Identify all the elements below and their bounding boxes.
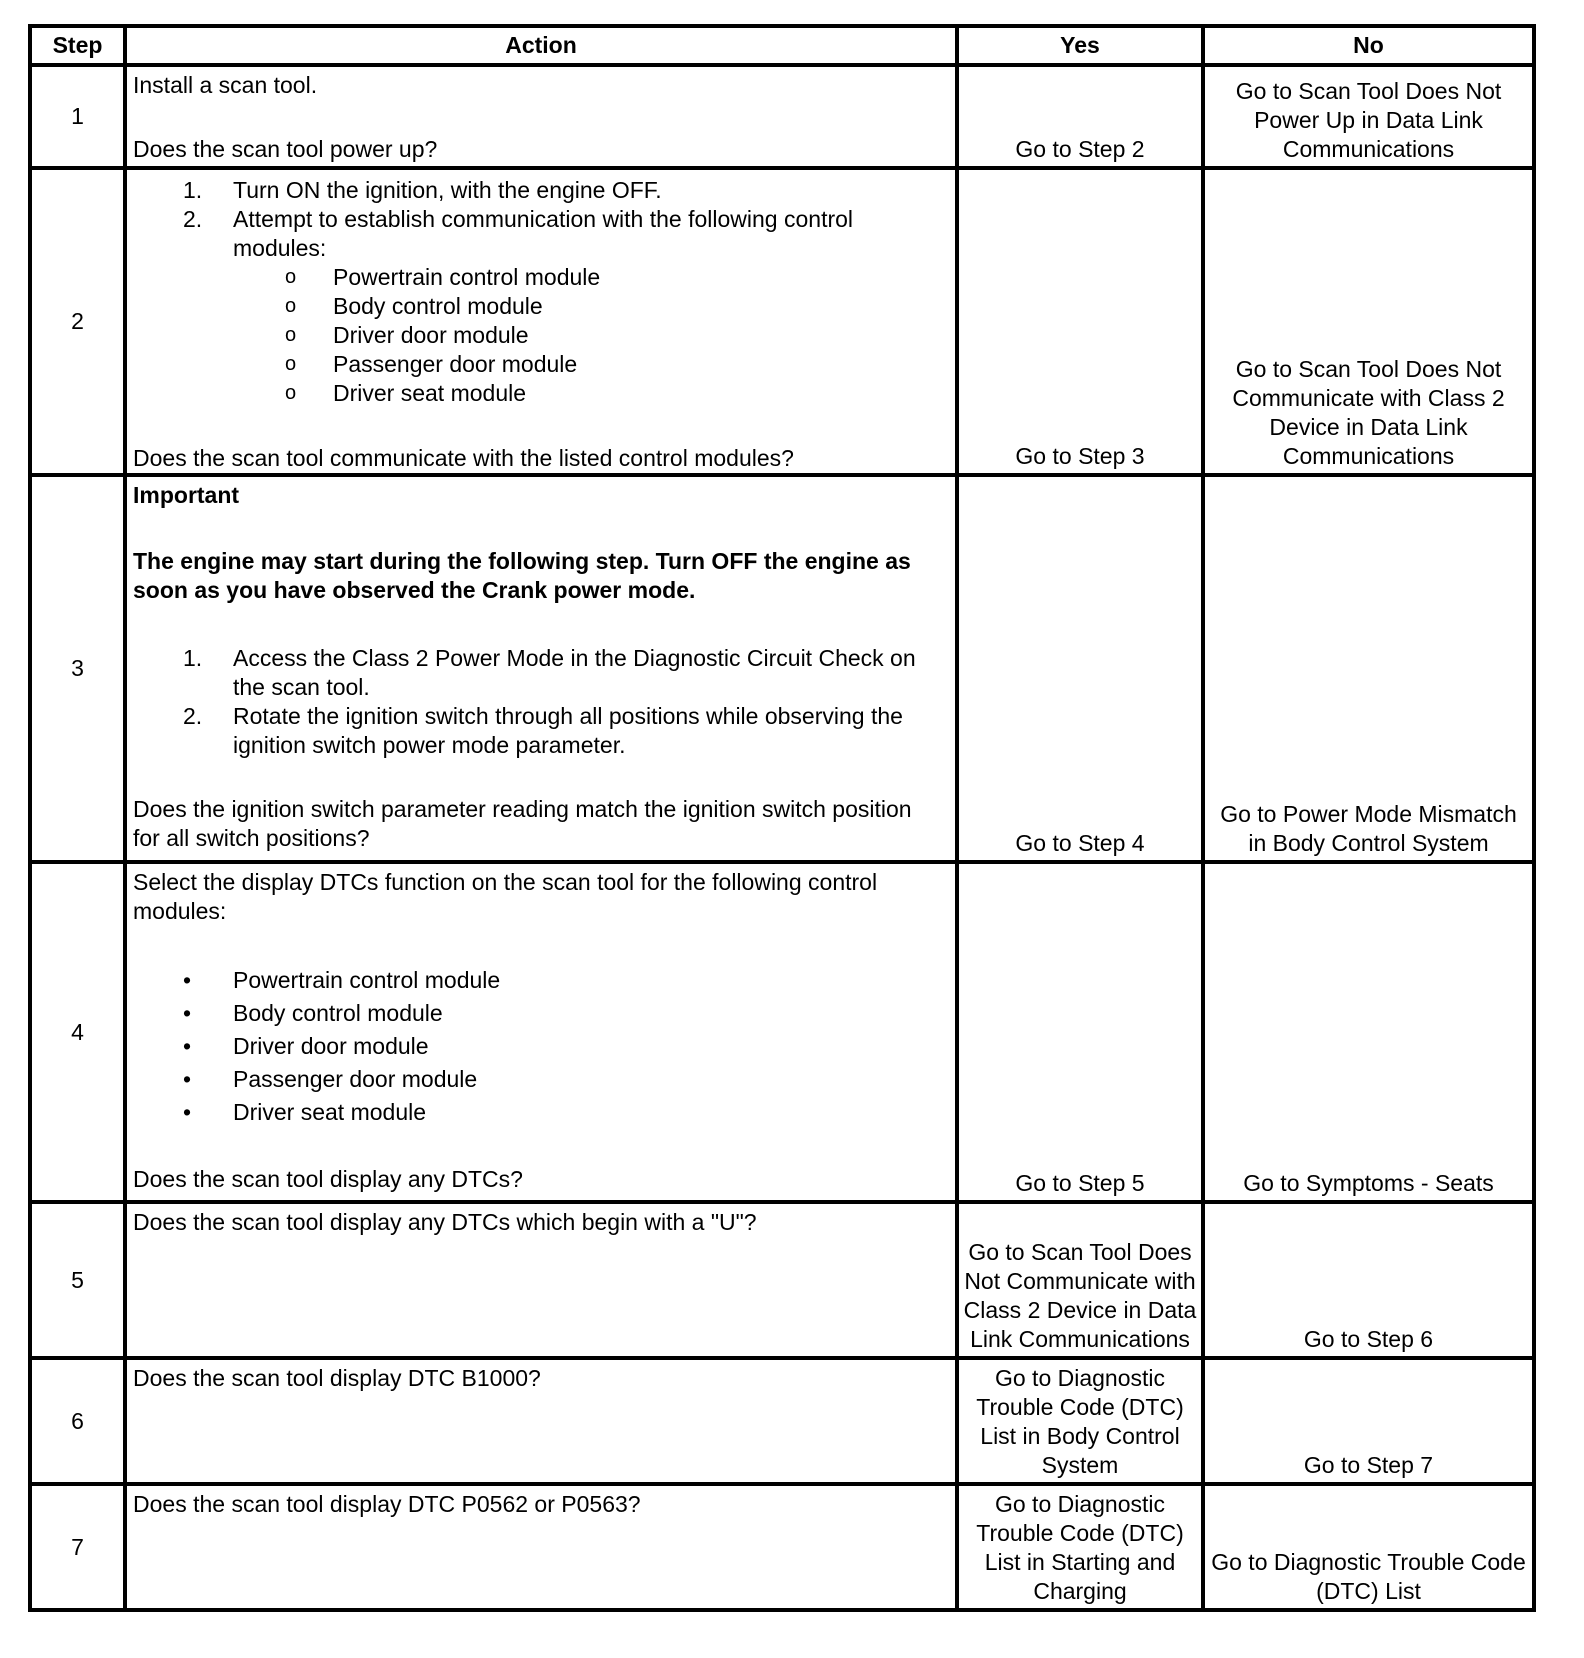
no-cell: Go to Diagnostic Trouble Code (DTC) List bbox=[1203, 1484, 1534, 1610]
circle-bullet-icon: o bbox=[285, 266, 297, 288]
header-no: No bbox=[1203, 26, 1534, 65]
no-cell: Go to Scan Tool Does Not Power Up in Data Link Communications bbox=[1203, 65, 1534, 168]
module-name: Passenger door module bbox=[333, 351, 578, 377]
yes-cell: Go to Step 3 bbox=[957, 168, 1203, 475]
list-item bbox=[133, 964, 941, 997]
action-question: Does the scan tool display any DTCs? bbox=[133, 1166, 523, 1192]
action-question: Does the scan tool communicate with the listed control modules? bbox=[133, 445, 794, 471]
list-item bbox=[133, 1063, 941, 1096]
step-number: 7 bbox=[30, 1484, 125, 1610]
yes-cell: Go to Step 2 bbox=[957, 65, 1203, 168]
table-row bbox=[30, 168, 1534, 475]
module-list bbox=[133, 263, 941, 408]
header-yes: Yes bbox=[957, 26, 1203, 65]
list-item bbox=[133, 292, 941, 321]
module-name: Powertrain control module bbox=[333, 264, 601, 290]
list-item bbox=[133, 1096, 941, 1129]
list-text: Rotate the ignition switch through all positions while observing the ignition switch power mode parameter. bbox=[233, 703, 903, 758]
diagnostic-table bbox=[28, 24, 1536, 1612]
table-row bbox=[30, 65, 1534, 168]
list-item bbox=[133, 350, 941, 379]
module-name: Driver seat module bbox=[233, 1099, 427, 1125]
action-cell bbox=[125, 1202, 957, 1358]
action-cell bbox=[125, 65, 957, 168]
header-action: Action bbox=[125, 26, 957, 65]
list-item bbox=[133, 379, 941, 408]
action-cell bbox=[125, 1484, 957, 1610]
numbered-list bbox=[133, 644, 941, 760]
numbered-list bbox=[133, 176, 941, 263]
bullet-icon: • bbox=[183, 967, 192, 993]
bullet-icon: • bbox=[183, 1033, 192, 1059]
step-number: 4 bbox=[30, 862, 125, 1202]
yes-cell: Go to Diagnostic Trouble Code (DTC) List in Starting and Charging bbox=[957, 1484, 1203, 1610]
list-text: Attempt to establish communication with the following control modules: bbox=[233, 206, 854, 261]
list-text: Access the Class 2 Power Mode in the Diagnostic Circuit Check on the scan tool. bbox=[233, 645, 916, 700]
list-number: 2. bbox=[183, 206, 203, 232]
action-intro: Install a scan tool. bbox=[133, 72, 318, 98]
list-text: Turn ON the ignition, with the engine OFF. bbox=[233, 177, 662, 203]
module-name: Body control module bbox=[233, 1000, 443, 1026]
table-row bbox=[30, 862, 1534, 1202]
action-cell bbox=[125, 862, 957, 1202]
no-cell: Go to Step 7 bbox=[1203, 1358, 1534, 1484]
module-list bbox=[133, 964, 941, 1129]
yes-cell: Go to Diagnostic Trouble Code (DTC) List in Body Control System bbox=[957, 1358, 1203, 1484]
no-cell: Go to Symptoms - Seats bbox=[1203, 862, 1534, 1202]
action-question: Does the scan tool display DTC P0562 or P0563? bbox=[133, 1491, 641, 1517]
step-number: 2 bbox=[30, 168, 125, 475]
important-title: Important bbox=[133, 482, 240, 508]
diagnostic-table-container bbox=[28, 24, 1536, 1612]
step-number: 5 bbox=[30, 1202, 125, 1358]
bullet-icon: • bbox=[183, 1099, 192, 1125]
list-number: 1. bbox=[183, 177, 203, 203]
circle-bullet-icon: o bbox=[285, 353, 297, 375]
list-item bbox=[133, 321, 941, 350]
header-row bbox=[30, 26, 1534, 65]
yes-cell: Go to Step 4 bbox=[957, 475, 1203, 862]
list-number: 1. bbox=[183, 645, 203, 671]
action-cell bbox=[125, 168, 957, 475]
table-row bbox=[30, 475, 1534, 862]
list-item bbox=[133, 702, 941, 760]
no-cell: Go to Step 6 bbox=[1203, 1202, 1534, 1358]
no-cell: Go to Power Mode Mismatch in Body Control System bbox=[1203, 475, 1534, 862]
bullet-icon: • bbox=[183, 1000, 192, 1026]
yes-cell: Go to Step 5 bbox=[957, 862, 1203, 1202]
yes-cell: Go to Scan Tool Does Not Communicate with Class 2 Device in Data Link Communications bbox=[957, 1202, 1203, 1358]
action-intro: Select the display DTCs function on the scan tool for the following control modules: bbox=[133, 869, 878, 924]
list-item bbox=[133, 176, 941, 205]
table-row bbox=[30, 1358, 1534, 1484]
step-number: 1 bbox=[30, 65, 125, 168]
module-name: Passenger door module bbox=[233, 1066, 478, 1092]
module-name: Driver door module bbox=[233, 1033, 429, 1059]
circle-bullet-icon: o bbox=[285, 382, 297, 404]
table-row bbox=[30, 1484, 1534, 1610]
module-name: Driver door module bbox=[333, 322, 529, 348]
action-cell bbox=[125, 1358, 957, 1484]
action-cell bbox=[125, 475, 957, 862]
header-step: Step bbox=[30, 26, 125, 65]
list-item bbox=[133, 644, 941, 702]
bullet-icon: • bbox=[183, 1066, 192, 1092]
list-number: 2. bbox=[183, 703, 203, 729]
action-question: Does the scan tool power up? bbox=[133, 136, 438, 162]
table-row bbox=[30, 1202, 1534, 1358]
list-item bbox=[133, 263, 941, 292]
list-item bbox=[133, 205, 941, 263]
list-item bbox=[133, 997, 941, 1030]
action-question: Does the scan tool display DTC B1000? bbox=[133, 1365, 541, 1391]
circle-bullet-icon: o bbox=[285, 324, 297, 346]
important-text: The engine may start during the following step. Turn OFF the engine as soon as you have observed the Crank power mode. bbox=[133, 548, 911, 603]
no-cell: Go to Scan Tool Does Not Communicate with Class 2 Device in Data Link Communications bbox=[1203, 168, 1534, 475]
module-name: Powertrain control module bbox=[233, 967, 501, 993]
module-name: Driver seat module bbox=[333, 380, 527, 406]
circle-bullet-icon: o bbox=[285, 295, 297, 317]
list-item bbox=[133, 1030, 941, 1063]
module-name: Body control module bbox=[333, 293, 543, 319]
action-question: Does the scan tool display any DTCs which begin with a "U"? bbox=[133, 1209, 757, 1235]
step-number: 6 bbox=[30, 1358, 125, 1484]
step-number: 3 bbox=[30, 475, 125, 862]
action-question: Does the ignition switch parameter reading match the ignition switch position for all switch positions? bbox=[133, 796, 912, 851]
